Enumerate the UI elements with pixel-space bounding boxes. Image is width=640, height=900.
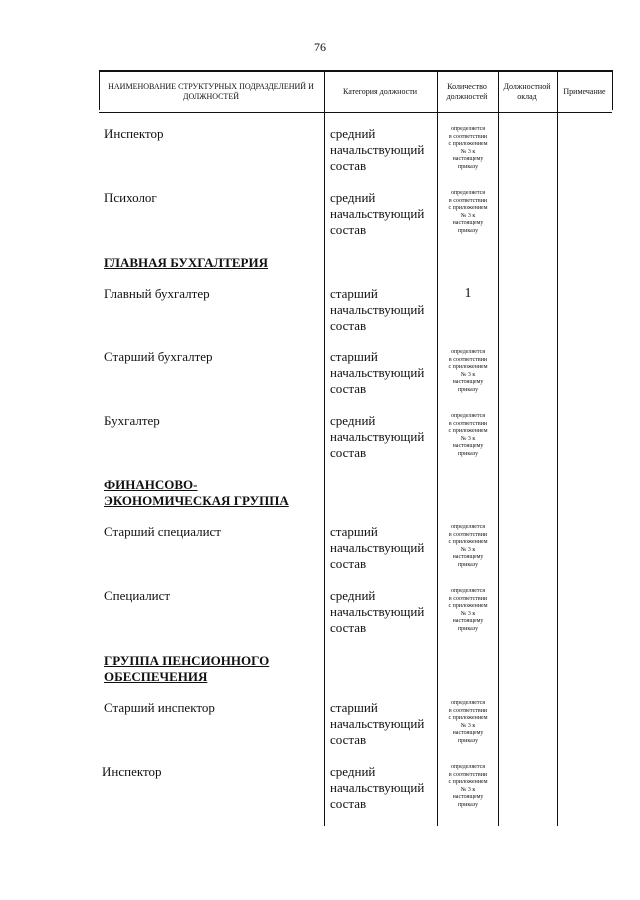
- header-salary: Должностной оклад: [503, 82, 551, 101]
- table-header: [99, 70, 612, 113]
- column-border-category: [324, 70, 325, 826]
- position-name: Старший инспектор: [104, 700, 215, 715]
- position-name: Старший специалист: [104, 524, 221, 539]
- position-name: Инспектор: [102, 764, 162, 779]
- position-quantity: определяется в соответствии с приложением № 3 к настоящему приказу: [448, 190, 488, 234]
- position-quantity: определяется в соответствии с приложением № 3 к настоящему приказу: [448, 588, 488, 632]
- header-category: Категория должности: [343, 87, 417, 96]
- position-category: средний начальствующий состав: [330, 588, 425, 635]
- position-category: средний начальствующий состав: [330, 190, 425, 237]
- position-category: старший начальствующий состав: [330, 349, 425, 396]
- position-name: Главный бухгалтер: [104, 286, 210, 301]
- header-name: НАИМЕНОВАНИЕ СТРУКТУРНЫХ ПОДРАЗДЕЛЕНИЙ И ДОЛЖНОСТЕЙ: [108, 82, 314, 101]
- position-category: старший начальствующий состав: [330, 286, 425, 333]
- position-quantity: определяется в соответствии с приложением № 3 к настоящему приказу: [448, 700, 488, 744]
- header-note: Примечание: [563, 87, 606, 96]
- position-quantity: 1: [464, 286, 472, 301]
- column-border-right: [612, 70, 613, 110]
- column-border-left: [99, 70, 100, 110]
- position-name: Бухгалтер: [104, 413, 160, 428]
- position-category: средний начальствующий состав: [330, 764, 425, 811]
- position-category: старший начальствующий состав: [330, 524, 425, 571]
- page-number: 76: [314, 40, 326, 54]
- position-name: Инспектор: [104, 126, 164, 141]
- position-category: средний начальствующий состав: [330, 413, 425, 460]
- position-name: Специалист: [104, 588, 171, 603]
- position-category: старший начальствующий состав: [330, 700, 425, 747]
- position-quantity: определяется в соответствии с приложением № 3 к настоящему приказу: [448, 764, 488, 808]
- section-heading: ГРУППА ПЕНСИОННОГО ОБЕСПЕЧЕНИЯ: [104, 653, 270, 684]
- column-border-note: [557, 70, 558, 826]
- position-name: Психолог: [104, 190, 157, 205]
- position-quantity: определяется в соответствии с приложением № 3 к настоящему приказу: [448, 524, 488, 568]
- position-name: Старший бухгалтер: [104, 349, 213, 364]
- section-heading: ФИНАНСОВО- ЭКОНОМИЧЕСКАЯ ГРУППА: [104, 477, 289, 508]
- position-quantity: определяется в соответствии с приложением № 3 к настоящему приказу: [448, 349, 488, 393]
- column-border-salary: [498, 70, 499, 826]
- section-heading: ГЛАВНАЯ БУХГАЛТЕРИЯ: [104, 255, 268, 270]
- position-category: средний начальствующий состав: [330, 126, 425, 173]
- position-quantity: определяется в соответствии с приложением № 3 к настоящему приказу: [448, 126, 488, 170]
- position-quantity: определяется в соответствии с приложением № 3 к настоящему приказу: [448, 413, 488, 457]
- header-quantity: Количество должностей: [446, 82, 488, 101]
